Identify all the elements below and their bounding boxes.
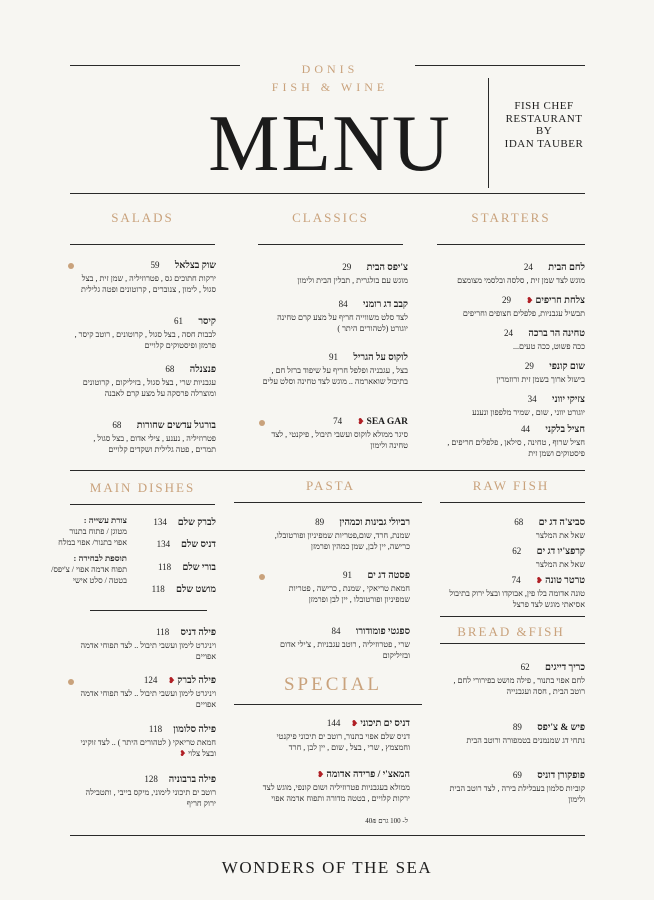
menu-item: לברק שלם 134 [153,517,216,528]
menu-item: כריך דייגים 62 לחם אפוי בתנור , פילה מושט בפירורי לחם , רוטב הבית , חסה ועגבנייה [453,662,585,696]
chef-credit [494,100,594,150]
prep-line: מטוגן / פתוח בתנור [69,527,127,536]
header-bottom-rule [70,193,585,194]
bread-rule [440,643,585,644]
section-classics: CLASSICS [292,210,369,225]
menu-item: פסטה דג ים 91 חמאת טריאקי , שמנת , כרישה , פטריות שמפיניון ופורטובלו , יין לבן ופרמזן [288,570,410,604]
chili-icon: ❥ [536,576,543,585]
menu-item: פיש & צ'יפס 89 נתחי דג שמנמנים בטמפורה ורוטב הבית [466,722,585,745]
main-mid-rule [90,610,207,611]
chef-line-2: RESTAURANT [505,112,583,125]
menu-item: פילה ברבוניה 128 רוטב ים תיכוני לימוני, מיקס בייבי , ותטבילה ירוק חריף [85,774,216,808]
menu-item: לוקוס על הגריל 91 בצל , עגבניה ופלפל חריף על שיפוד ברזל חם , בתיבול שואארמה .. מוגש לצד טחינה וסלט עלים [262,352,408,386]
chili-icon: ❥ [526,296,534,305]
menu-item: סביצ'ה דג ים 68 שאל את המלצר [514,517,585,540]
chili-icon: ❥ [351,719,358,728]
chef-line-1: FISH CHEF [514,100,574,112]
footer-tagline: WONDERS OF THE SEA [221,858,433,877]
menu-item: קיסר 61 לבבות חסה , בצל סגול , קרוטונים , רוטב קיסר , פרמזן ופיסטוקים קלויים [74,316,216,350]
sides-line: תפוח אדמה אפוי / צ'יפס/ [51,565,127,574]
brand-tagline: FISH & WINE [271,80,389,94]
menu-item: טרטר טונה ❥ 74 טונה אדומה בלו פין, אבוקדו ובצל ירוק בתיבול אסיאתי מוגש לצד פרצל [449,575,585,609]
menu-item: בורי שלם 118 [157,562,216,573]
menu-item: פופקורן דוניס 69 קוביות סלמון בעבלילת בירה , לצד רוטב הבית ולימון [449,770,585,804]
sides-heading: תוספת לבחירה : [73,553,127,563]
menu-item: בורגול עדשים שחורות 68 פטרוזיליה , נענע , צילי אדום , בצל סגול , תמרים , פטה גלילית ושקדים קלויים [93,420,216,454]
starters-rule [437,244,585,245]
chef-line-3: BY [535,125,553,137]
header-rule-right [415,65,585,66]
page-title: MENU [208,100,452,188]
chili-icon: ❥ [317,770,324,779]
main-prep-options [40,515,127,586]
section-raw-fish: RAW FISH [472,478,550,493]
menu-item: טחינה הר ברכה 24 ככה פשוט, ככה טעים... [503,328,585,351]
menu-item: צלחת חריפים ❥ 29 תבשיל עגבניות, פלפלים חצופים וחריפים [462,295,585,318]
bread-top-rule [440,616,585,617]
raw-rule [440,502,585,503]
menu-item: לחם הבית 24 מוגש לצד שמן זית , סלסה ובלסמי מצומצם [457,262,585,285]
menu-item: חציל בלקני 44 חציל שרוף , טחינה , סילאן , פלפלים חריפים , פיסטוקים ושמן זית [447,424,585,458]
chili-icon: ❥ [357,417,365,426]
header-divider [488,78,489,188]
featured-dot [68,679,74,685]
prep-heading: צורת עשייה : [83,515,127,525]
menu-item: פילה לברק ❥ 124 ויניגרט לימון ועשבי תיבול .. לצד תפוחי אדמה אפויים [80,675,216,709]
menu-item: פילה דניס 118 ויניגרט לימון ועשבי תיבול .. לצד תפוחי אדמה אפויים [80,627,216,661]
menu-item: שוק בצלאל 59 ירקות חתוכים גס , פטרוזיליה , שמן זית , בצל סגול , לימון , צנוברים , קרוטונים ופטה גלילית [80,260,216,294]
section-bread-fish: BREAD &FISH [457,624,565,639]
brand-name: DONIS [301,62,359,76]
header-rule-left [70,65,240,66]
sides-line: בטטה / סלט אישי [72,576,127,585]
menu-item: קבב דג רומני 84 לצד סלט משווייה חריף על מצע קרם טחינה יוגורט (לטהורים היתר ) [277,299,408,333]
section-salads: SALADS [111,210,174,225]
chili-icon: ❥ [179,749,187,758]
salads-rule [70,244,215,245]
menu-item: SEA GAR ❥ 74 סיגר ממולא לוקוס ועשבי תיבול , פיקנטי , לצד טחינה ולימון [271,416,408,450]
menu-item: דניס ים תיכוני ❥ 144 דניס שלם אפוי בתנור, רוטב ים תיכוני פיקנטי וחמצמץ , שרי , בצל , שום , יין לבן , חרד [276,718,410,752]
section-special: SPECIAL [283,674,383,695]
menu-item: קרפצ'יו דג ים 62 שאל את המלצר [512,546,585,569]
row2-top-rule [70,470,585,471]
menu-item: המאצ'י / פרידה אדומה ❥ ממולא בעגבניות פטרוזיליה ושום קונפי, מוגש לצד ירקות קלויים , בטטה מדורה ותפוח אדמה אפוי [262,770,410,803]
pasta-rule [234,502,422,503]
main-rule [70,504,215,505]
special-rule [234,704,422,705]
section-main-dishes: MAIN DISHES [89,480,196,495]
menu-item: שום קונפי 29 בישול ארוך בשמן זית ורוזמרין [496,361,585,384]
special-price-note: ל- 100 גרם 40₪ [365,817,408,825]
menu-item: מושט שלם 118 [151,584,216,595]
menu-item: פנצנלה 68 עגבניות שרי , בצל סגול , בזיליקום , קרוטונים ומוצרלה פרסקה על מצע קרם לאבנה [82,364,216,398]
menu-item: פילה סלומון 118 חמאת טריאקי ( לטהורים היתר ) .. לצד זוקיני ובצל צלוי ❥ [80,724,216,758]
section-starters: STARTERS [471,210,551,225]
menu-item: ספגטי פומודורו 84 שרי , פטרוזיליה , רוטב עגבניות , צ'ילי אדום ובזיליקום [279,626,410,660]
chili-icon: ❥ [168,676,175,685]
prep-line: אפוי בתנור/ אפוי במלח [58,538,127,547]
chef-line-4: IDAN TAUBER [504,137,584,150]
menu-item: דניס שלם 134 [156,539,216,550]
menu-item: צזיקי יווני 34 יוגורט יווני , שום , שמיר מלפפון ונענע [472,394,585,417]
footer-rule [70,835,585,836]
menu-item: צ'יפס הבית 29 מוגש עם בולגרית , תבלין הבית ולימון [297,262,408,285]
classics-rule [258,244,403,245]
section-pasta: PASTA [306,478,355,493]
menu-item: רביולי גבינות וכמהין 89 שמנת, חרד, שום,פטריות שמפיניון ופורטובלו, כרישה, יין לבן, שמן כמהין ופרמזן [274,517,410,551]
